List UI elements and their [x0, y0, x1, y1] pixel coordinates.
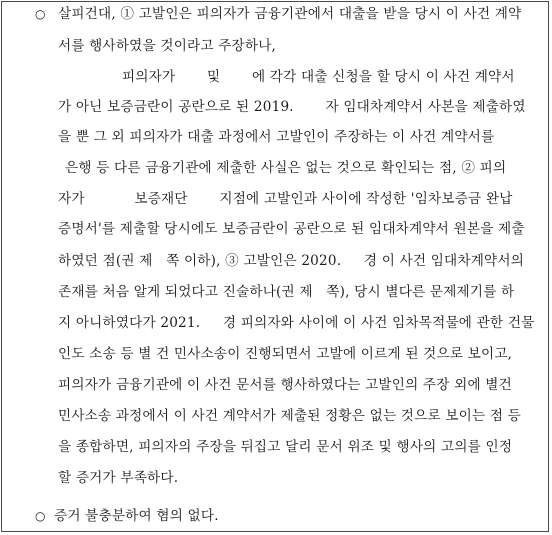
text-line-1: 살피건대, ① 고발인은 피의자가 금융기관에서 대출을 받을 당시 이 사건 계약 [58, 6, 522, 22]
bullet-marker-2: ○ [35, 509, 46, 523]
text-line-6: 은행 등 다른 금융기관에 제출한 사실은 없는 것으로 확인되는 점, ② 피의 [65, 160, 507, 176]
text-line-11: 지 아니하였다가 2021. 경 피의자와 사이에 이 사건 임차목적물에 관한 건물 [58, 315, 535, 331]
text-line-13: 피의자가 금융기관에 이 사건 문서를 행사하였다는 고발인의 주장 외에 별건 [58, 377, 512, 393]
text-line-7: 자가 보증재단 지점에 고발인과 사이에 작성한 '임차보증금 완납 [58, 191, 513, 207]
text-line-3: 피의자가 및 에 각각 대출 신청을 할 당시 이 사건 계약서 [122, 69, 515, 85]
document-frame [1, 1, 549, 532]
text-line-8: 증명서'를 제출할 당시에도 보증금란이 공란으로 된 임대차계약서 원본을 제출 [58, 221, 525, 237]
text-line-14: 민사소송 과정에서 이 사건 계약서가 제출된 정황은 없는 것으로 보이는 점 등 [58, 408, 522, 424]
text-line-5: 을 뿐 그 외 피의자가 대출 과정에서 고발인이 주장하는 이 사건 계약서를 [58, 129, 495, 145]
bullet-marker-1: ○ [35, 7, 46, 21]
conclusion-line: 증거 불충분하여 혐의 없다. [54, 508, 219, 524]
text-line-2: 서를 행사하였을 것이라고 주장하나, [58, 38, 277, 54]
text-line-12: 인도 소송 등 별 건 민사소송이 진행되면서 고발에 이르게 된 것으로 보이고, [58, 346, 513, 362]
text-line-15: 을 종합하면, 피의자의 주장을 뒤집고 달리 문서 위조 및 행사의 고의를 인정 [58, 439, 513, 455]
text-line-16: 할 증거가 부족하다. [58, 470, 179, 486]
text-line-4: 가 아닌 보증금란이 공란으로 된 2019. 자 임대차계약서 사본을 제출하였 [58, 99, 526, 115]
text-line-10: 존재를 처음 알게 되었다고 진술하나(권 제 쪽), 당시 별다른 문제제기를 하 [58, 284, 515, 300]
text-line-9: 하였던 점(권 제 쪽 이하), ③ 고발인은 2020. 경 이 사건 임대차계약서의 [58, 253, 525, 269]
